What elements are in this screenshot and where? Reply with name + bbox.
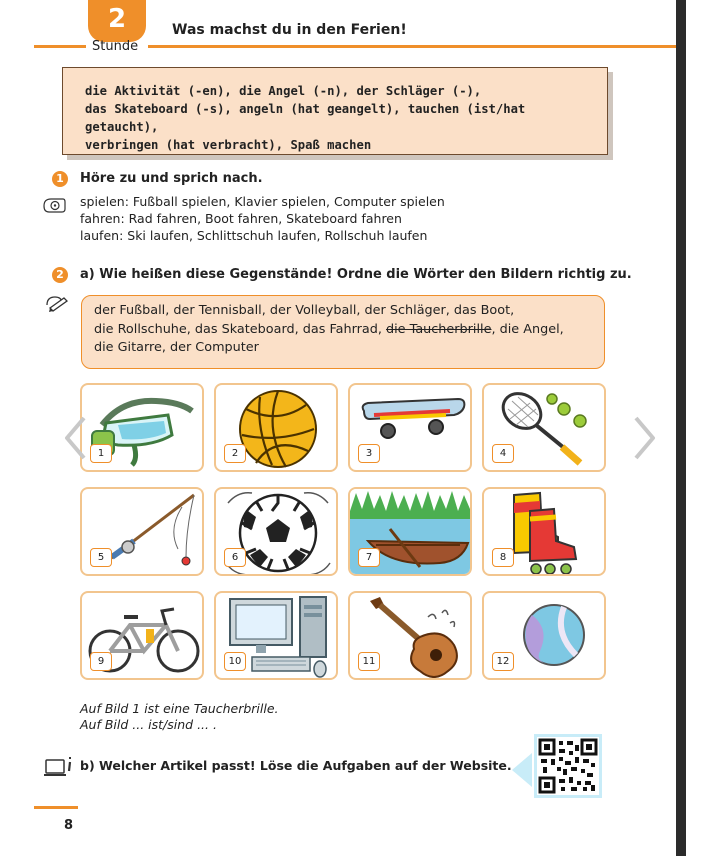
- viewer-background: [686, 0, 718, 856]
- picture-card-9[interactable]: [80, 591, 204, 680]
- next-page-arrow-icon[interactable]: [632, 414, 658, 462]
- picture-card-4[interactable]: [482, 383, 606, 472]
- audio-cd-icon[interactable]: [41, 196, 67, 214]
- phrase-line: spielen: Fußball spielen, Klavier spielen, Computer spielen: [80, 194, 445, 209]
- picture-number: 3: [358, 444, 380, 463]
- picture-card-3[interactable]: [348, 383, 472, 472]
- vocabulary-line: verbringen (hat verbracht), Spaß machen: [85, 138, 372, 152]
- word-bank-words: die Rollschuhe, das Skateboard, das Fahrrad,: [94, 321, 386, 337]
- vocabulary-line: das Skateboard (-s), angeln (hat geangelt), tauchen (ist/hat getaucht),: [85, 102, 526, 134]
- picture-number: 1: [90, 444, 112, 463]
- picture-card-8[interactable]: [482, 487, 606, 576]
- picture-number: 9: [90, 652, 112, 671]
- example-line: Auf Bild 1 ist eine Taucherbrille.: [80, 701, 279, 716]
- phrase-line: fahren: Rad fahren, Boot fahren, Skateboard fahren: [80, 211, 402, 226]
- phrase-line: laufen: Ski laufen, Schlittschuh laufen, Rollschuh laufen: [80, 228, 428, 243]
- vocabulary-box: [62, 67, 608, 155]
- vocabulary-line: die Aktivität (-en), die Angel (-n), der Schläger (-),: [85, 84, 482, 98]
- picture-number: 7: [358, 548, 380, 567]
- picture-number: 5: [90, 548, 112, 567]
- picture-card-5[interactable]: [80, 487, 204, 576]
- word-bank-line: [94, 321, 592, 340]
- picture-card-2[interactable]: [214, 383, 338, 472]
- picture-number: 4: [492, 444, 514, 463]
- exercise-2-title: a) Wie heißen diese Gegenstände! Ordne die Wörter den Bildern richtig zu.: [80, 267, 632, 282]
- example-sentences: [80, 701, 279, 733]
- picture-number: 6: [224, 548, 246, 567]
- word-bank-line: die Gitarre, der Computer: [94, 340, 259, 355]
- exercise-1-title: Höre zu und sprich nach.: [80, 171, 263, 186]
- picture-card-12[interactable]: [482, 591, 606, 680]
- exercise-1-number: 1: [52, 171, 68, 187]
- word-bank-words: , die Angel,: [491, 321, 564, 337]
- picture-number: 10: [224, 652, 246, 671]
- lesson-number-badge: 2: [88, 0, 146, 42]
- header-rule-left: [34, 45, 86, 48]
- exercise-2-number: 2: [52, 267, 68, 283]
- lesson-label: Stunde: [92, 39, 139, 54]
- picture-card-1[interactable]: [80, 383, 204, 472]
- exercise-1-text: [80, 193, 445, 244]
- writing-pencil-icon: [44, 292, 72, 314]
- picture-number: 11: [358, 652, 380, 671]
- online-task-icon: [44, 754, 76, 778]
- qr-code-icon: [537, 737, 599, 795]
- footer-rule: [34, 806, 78, 809]
- page-title: Was machst du in den Ferien!: [172, 22, 407, 38]
- picture-card-10[interactable]: [214, 591, 338, 680]
- picture-number: 2: [224, 444, 246, 463]
- qr-code[interactable]: [534, 734, 602, 798]
- picture-card-6[interactable]: [214, 487, 338, 576]
- page-number: 8: [64, 818, 74, 833]
- previous-page-arrow-icon[interactable]: [62, 414, 88, 462]
- page-edge: [676, 0, 686, 856]
- word-bank-used-word: die Taucherbrille: [386, 321, 492, 337]
- exercise-2b-text: b) Welcher Artikel passt! Löse die Aufgaben auf der Website.: [80, 758, 512, 773]
- picture-card-11[interactable]: [348, 591, 472, 680]
- picture-number: 8: [492, 548, 514, 567]
- picture-card-7[interactable]: [348, 487, 472, 576]
- qr-pointer: [512, 753, 532, 787]
- word-bank-line: der Fußball, der Tennisball, der Volleyball, der Schläger, das Boot,: [94, 303, 515, 318]
- header-rule-right: [148, 45, 676, 48]
- picture-number: 12: [492, 652, 514, 671]
- word-bank-box: [81, 295, 605, 369]
- example-line: Auf Bild ... ist/sind ... .: [80, 717, 217, 732]
